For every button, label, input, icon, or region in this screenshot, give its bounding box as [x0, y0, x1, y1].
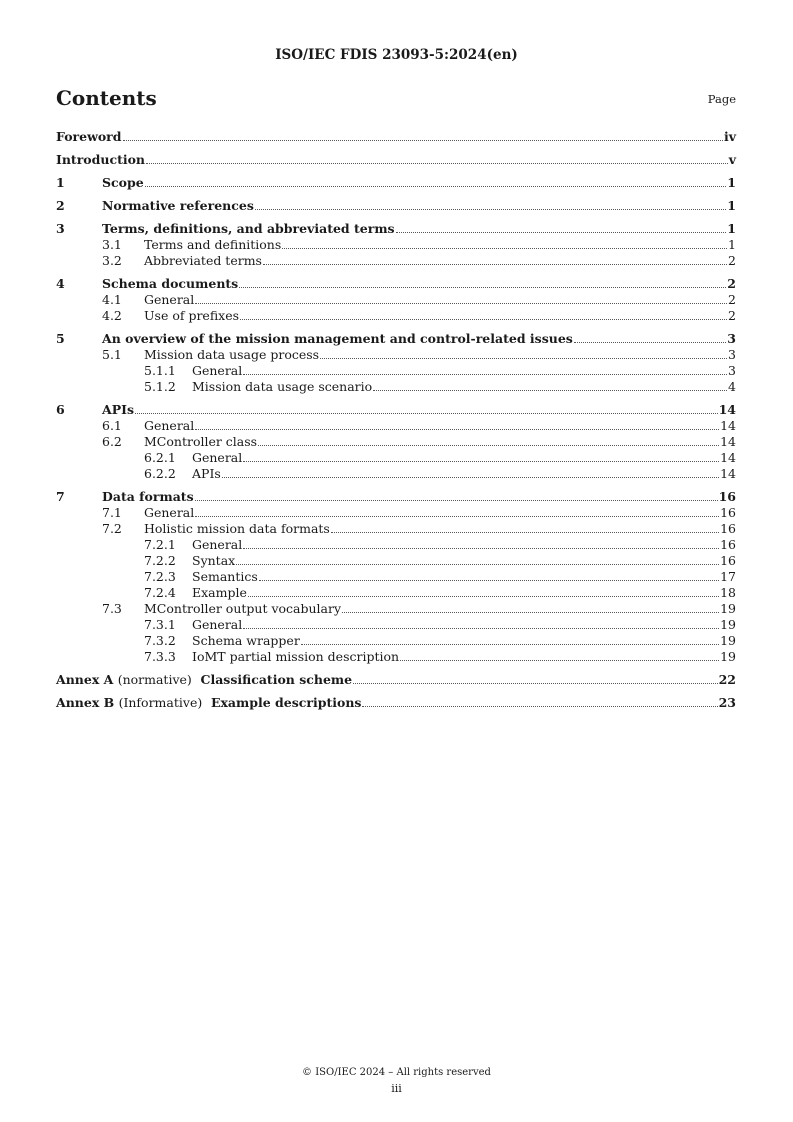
dot-leader — [373, 379, 727, 391]
toc-entry[interactable] — [56, 521, 736, 537]
toc-entry-number: 6 — [56, 402, 65, 417]
dot-leader — [331, 521, 719, 533]
toc-entry-page: 1 — [727, 198, 736, 213]
dot-leader — [146, 152, 728, 164]
toc-entry-number: 6.1 — [102, 418, 122, 433]
toc-entry-title: Introduction — [56, 152, 146, 167]
toc-entry-title: Data formats — [102, 489, 194, 504]
document-header: ISO/IEC FDIS 23093-5:2024(en) — [275, 47, 518, 63]
dot-leader — [574, 331, 726, 343]
toc-entry-page: 14 — [720, 418, 736, 433]
toc-entry-page: 18 — [720, 585, 736, 600]
toc-entry[interactable] — [56, 152, 736, 168]
toc-entry[interactable] — [56, 695, 736, 711]
toc-entry-title: Mission data usage process — [144, 347, 320, 362]
toc-entry-page: 16 — [720, 537, 736, 552]
annex-label: Annex B — [56, 695, 115, 710]
toc-entry-title: Normative references — [102, 198, 254, 213]
toc-entry-title: Use of prefixes — [144, 308, 240, 323]
toc-entry[interactable] — [56, 450, 736, 466]
toc-entry-number: 3.2 — [102, 253, 122, 268]
toc-entry-page: 16 — [720, 553, 736, 568]
toc-entry-title: An overview of the mission management and control-related issues — [102, 331, 573, 346]
toc-entry-title: General — [192, 450, 243, 465]
dot-leader — [123, 129, 723, 141]
toc-entry-number: 5.1 — [102, 347, 122, 362]
annex-type-note: (normative) — [117, 672, 192, 687]
toc-entry-number: 2 — [56, 198, 65, 213]
toc-entry-page: 17 — [720, 569, 736, 584]
toc-entry[interactable] — [56, 553, 736, 569]
toc-entry-number: 7.3.2 — [144, 633, 176, 648]
table-of-contents — [56, 129, 736, 711]
toc-entry[interactable] — [56, 505, 736, 521]
dot-leader — [195, 489, 718, 501]
dot-leader — [243, 450, 719, 462]
toc-entry-title: General — [192, 363, 243, 378]
dot-leader — [353, 672, 717, 684]
dot-leader — [236, 553, 719, 565]
toc-entry-number: 4.1 — [102, 292, 122, 307]
toc-entry-number: 5 — [56, 331, 65, 346]
dot-leader — [239, 276, 726, 288]
dot-leader — [145, 175, 727, 187]
dot-leader — [195, 292, 727, 304]
page-column-label: Page — [707, 92, 736, 106]
toc-entry[interactable] — [56, 418, 736, 434]
toc-entry[interactable] — [56, 175, 736, 191]
toc-entry-page: 19 — [720, 617, 736, 632]
dot-leader — [396, 221, 727, 233]
toc-entry-page: 22 — [718, 672, 736, 687]
toc-entry[interactable] — [56, 569, 736, 585]
toc-entry-number: 3 — [56, 221, 65, 236]
toc-entry[interactable] — [56, 617, 736, 633]
dot-leader — [263, 253, 727, 265]
toc-entry-page: 16 — [720, 505, 736, 520]
toc-entry-number: 7.2.2 — [144, 553, 176, 568]
toc-entry-title: Semantics — [192, 569, 258, 584]
annex-title: Example descriptions — [210, 695, 362, 710]
toc-entry-page: 19 — [720, 649, 736, 664]
toc-entry-title: IoMT partial mission description — [192, 649, 400, 664]
dot-leader — [243, 363, 727, 375]
toc-entry-title: MController output vocabulary — [144, 601, 342, 616]
toc-entry-number: 7.1 — [102, 505, 122, 520]
toc-entry-page: v — [728, 152, 736, 167]
dot-leader — [248, 585, 719, 597]
toc-entry-page: 2 — [728, 292, 736, 307]
page-number: iii — [391, 1082, 402, 1095]
toc-entry-number: 7.3 — [102, 601, 122, 616]
toc-entry-title: Syntax — [192, 553, 236, 568]
annex-type-note: (Informative) — [118, 695, 203, 710]
toc-entry[interactable] — [56, 308, 736, 324]
toc-entry-number: 7.3.3 — [144, 649, 176, 664]
toc-entry-number: 7.2.1 — [144, 537, 176, 552]
toc-entry-title: Scope — [102, 175, 144, 190]
toc-entry-number: 7.2 — [102, 521, 122, 536]
toc-entry[interactable] — [56, 672, 736, 688]
toc-entry[interactable] — [56, 237, 736, 253]
toc-entry-number: 7.2.4 — [144, 585, 176, 600]
toc-entry-number: 3.1 — [102, 237, 122, 252]
toc-entry-page: 23 — [718, 695, 736, 710]
toc-entry-page: 1 — [727, 221, 736, 236]
dot-leader — [282, 237, 727, 249]
toc-entry-page: 2 — [728, 253, 736, 268]
toc-entry-page: 14 — [720, 466, 736, 481]
toc-entry-title — [56, 695, 361, 711]
dot-leader — [255, 198, 726, 210]
toc-entry[interactable] — [56, 633, 736, 649]
toc-entry-page: 3 — [728, 363, 736, 378]
toc-entry-title: APIs — [192, 466, 221, 481]
toc-entry-number: 4.2 — [102, 308, 122, 323]
page-title: Contents — [56, 86, 157, 110]
dot-leader — [240, 308, 727, 320]
dot-leader — [222, 466, 719, 478]
toc-entry[interactable] — [56, 331, 736, 347]
toc-entry-title: Mission data usage scenario — [192, 379, 373, 394]
toc-entry-title: General — [144, 292, 195, 307]
toc-entry-title: Schema wrapper — [192, 633, 300, 648]
toc-entry-page: 16 — [718, 489, 736, 504]
toc-entry-title: MController class — [144, 434, 258, 449]
toc-entry-number: 6.2.1 — [144, 450, 176, 465]
toc-entry[interactable] — [56, 253, 736, 269]
toc-entry-page: 2 — [727, 276, 736, 291]
toc-entry-title: Example — [192, 585, 247, 600]
toc-entry-number: 7.2.3 — [144, 569, 176, 584]
toc-entry-title: Terms, definitions, and abbreviated terms — [102, 221, 395, 236]
toc-entry-title: Foreword — [56, 129, 122, 144]
toc-entry-title: General — [192, 617, 243, 632]
dot-leader — [400, 649, 719, 661]
annex-title: Classification scheme — [200, 672, 353, 687]
toc-entry[interactable] — [56, 347, 736, 363]
toc-entry-title: Holistic mission data formats — [144, 521, 330, 536]
toc-entry-number: 5.1.1 — [144, 363, 176, 378]
dot-leader — [259, 569, 719, 581]
toc-entry-title: Abbreviated terms — [144, 253, 262, 268]
toc-entry-number: 1 — [56, 175, 65, 190]
toc-entry-page: 1 — [728, 237, 736, 252]
toc-entry[interactable] — [56, 198, 736, 214]
dot-leader — [320, 347, 727, 359]
toc-entry-title: APIs — [102, 402, 134, 417]
annex-label: Annex A — [56, 672, 114, 687]
dot-leader — [342, 601, 719, 613]
toc-entry-page: 14 — [718, 402, 736, 417]
toc-entry-title — [56, 672, 352, 688]
toc-entry[interactable] — [56, 585, 736, 601]
toc-entry[interactable] — [56, 129, 736, 145]
dot-leader — [135, 402, 718, 414]
copyright-notice: © ISO/IEC 2024 – All rights reserved — [302, 1067, 491, 1078]
toc-entry-title: General — [144, 505, 195, 520]
toc-entry-page: 14 — [720, 434, 736, 449]
toc-entry-title: General — [192, 537, 243, 552]
page-footer — [0, 1067, 793, 1095]
toc-entry-page: 4 — [728, 379, 736, 394]
toc-entry[interactable] — [56, 402, 736, 418]
dot-leader — [243, 617, 719, 629]
toc-entry-page: 19 — [720, 633, 736, 648]
toc-entry-number: 7.3.1 — [144, 617, 176, 632]
toc-entry-page: 16 — [720, 521, 736, 536]
toc-entry[interactable] — [56, 537, 736, 553]
toc-entry[interactable] — [56, 466, 736, 482]
toc-entry[interactable] — [56, 292, 736, 308]
dot-leader — [243, 537, 719, 549]
toc-entry-page: 3 — [727, 331, 736, 346]
toc-entry-number: 4 — [56, 276, 65, 291]
toc-entry-page: 2 — [728, 308, 736, 323]
toc-entry-page: 1 — [727, 175, 736, 190]
toc-entry-number: 5.1.2 — [144, 379, 176, 394]
toc-entry-page: 3 — [728, 347, 736, 362]
toc-entry[interactable] — [56, 221, 736, 237]
dot-leader — [195, 505, 719, 517]
toc-entry-page: 19 — [720, 601, 736, 616]
toc-entry-number: 6.2 — [102, 434, 122, 449]
toc-entry-page: iv — [723, 129, 736, 144]
toc-entry[interactable] — [56, 379, 736, 395]
toc-entry-title: General — [144, 418, 195, 433]
dot-leader — [195, 418, 719, 430]
toc-entry-page: 14 — [720, 450, 736, 465]
toc-entry[interactable] — [56, 489, 736, 505]
toc-entry-number: 7 — [56, 489, 65, 504]
toc-entry[interactable] — [56, 363, 736, 379]
toc-entry[interactable] — [56, 649, 736, 665]
toc-entry-number: 6.2.2 — [144, 466, 176, 481]
dot-leader — [301, 633, 719, 645]
toc-entry[interactable] — [56, 601, 736, 617]
toc-entry-title: Schema documents — [102, 276, 239, 291]
dot-leader — [258, 434, 719, 446]
toc-entry[interactable] — [56, 276, 736, 292]
toc-entry[interactable] — [56, 434, 736, 450]
toc-entry-title: Terms and definitions — [144, 237, 282, 252]
dot-leader — [362, 695, 717, 707]
